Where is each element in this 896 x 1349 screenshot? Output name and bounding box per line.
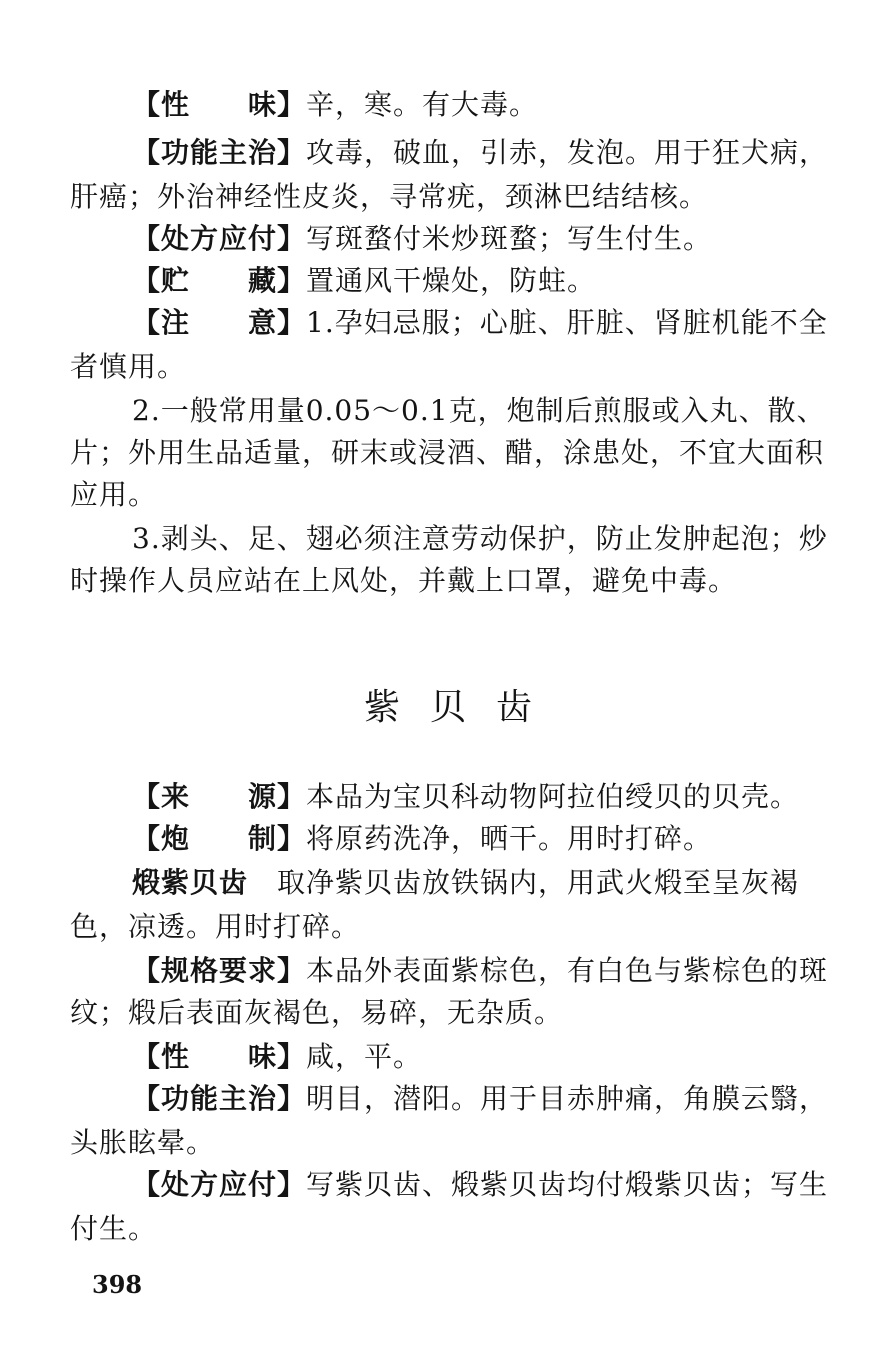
gongneng2-text-1: 明目，潜阳。用于目赤肿痛，角膜云翳， — [306, 1082, 829, 1115]
guige-text-1: 本品外表面紫棕色，有白色与紫棕色的斑 — [306, 954, 829, 987]
zhuyi-p2-line-2 — [70, 436, 824, 470]
xingwei2-heading: 【性 味】 — [132, 1040, 307, 1073]
page-number: 398 — [92, 1270, 143, 1299]
chufang-heading: 【处方应付】 — [132, 222, 307, 255]
zhucang-text: 置通风干燥处，防蛀。 — [306, 264, 597, 297]
gongneng2-text-2: 头胀眩晕。 — [70, 1126, 216, 1159]
zhuyi-p2-line-3 — [70, 478, 157, 512]
zhucang-line — [132, 264, 596, 298]
guige-line-2 — [70, 996, 563, 1030]
gongneng-text-1: 攻毒，破血，引赤，发泡。用于狂犬病， — [306, 136, 829, 169]
paozhi-text: 将原药洗净，晒干。用时打碎。 — [306, 822, 713, 855]
guige-text-2: 纹；煅后表面灰褐色，易碎，无杂质。 — [70, 996, 564, 1029]
chufang2-heading: 【处方应付】 — [132, 1168, 307, 1201]
zhuyi-p3-line-1 — [132, 522, 828, 556]
gongneng2-heading: 【功能主治】 — [132, 1082, 307, 1115]
duan-text-1: 取净紫贝齿放铁锅内，用武火煅至呈灰褐 — [248, 866, 800, 899]
section-title: 紫贝齿 — [363, 687, 562, 728]
chufang2-line-1 — [132, 1168, 828, 1202]
zhuyi-p2-text-3: 应用。 — [70, 478, 158, 511]
xingwei2-text: 咸，平。 — [306, 1040, 423, 1073]
chufang2-text-1: 写紫贝齿、煅紫贝齿均付煅紫贝齿；写生 — [306, 1168, 829, 1201]
zhuyi-line-1 — [132, 306, 828, 340]
chufang2-text-2: 付生。 — [70, 1212, 158, 1245]
zhuyi-p2-text-2: 片；外用生品适量，研末或浸酒、醋，涂患处，不宜大面积 — [70, 436, 825, 469]
laiyuan-text: 本品为宝贝科动物阿拉伯绶贝的贝壳。 — [306, 780, 800, 813]
zhucang-heading: 【贮 藏】 — [132, 264, 307, 297]
paozhi-line — [132, 822, 712, 856]
duan-line-2 — [70, 910, 360, 944]
zhuyi-p3-text-2: 时操作人员应站在上风处，并戴上口罩，避免中毒。 — [70, 564, 738, 597]
paozhi-heading: 【炮 制】 — [132, 822, 307, 855]
duan-line-1 — [132, 866, 799, 900]
zhuyi-p2-text-1: 2.一般常用量0.05～0.1克，炮制后煎服或入丸、散、 — [132, 394, 826, 427]
chufang-text: 写斑蝥付米炒斑蝥；写生付生。 — [306, 222, 713, 255]
gongneng-line-1 — [132, 136, 828, 170]
gongneng-heading: 【功能主治】 — [132, 136, 307, 169]
laiyuan-heading: 【来 源】 — [132, 780, 307, 813]
duan-heading: 煅紫贝齿 — [132, 866, 249, 899]
gongneng-line-2 — [70, 180, 708, 214]
zhuyi-text-2: 者慎用。 — [70, 350, 187, 383]
zhuyi-p2-line-1 — [132, 394, 826, 428]
xingwei2-line — [132, 1040, 422, 1074]
zhuyi-text-1: 1.孕妇忌服；心脏、肝脏、肾脏机能不全 — [306, 306, 828, 339]
xingwei-line — [132, 88, 538, 122]
duan-text-2: 色，凉透。用时打碎。 — [70, 910, 361, 943]
xingwei-text: 辛，寒。有大毒。 — [306, 88, 539, 121]
gongneng2-line-2 — [70, 1126, 215, 1160]
gongneng-text-2: 肝癌；外治神经性皮炎，寻常疣，颈淋巴结结核。 — [70, 180, 709, 213]
zhuyi-p3-line-2 — [70, 564, 737, 598]
chufang2-line-2 — [70, 1212, 157, 1246]
xingwei-heading: 【性 味】 — [132, 88, 307, 121]
guige-line-1 — [132, 954, 828, 988]
zhuyi-p3-text-1: 3.剥头、足、翅必须注意劳动保护，防止发肿起泡；炒 — [132, 522, 828, 555]
gongneng2-line-1 — [132, 1082, 828, 1116]
zhuyi-line-2 — [70, 350, 186, 384]
guige-heading: 【规格要求】 — [132, 954, 307, 987]
zhuyi-heading: 【注 意】 — [132, 306, 307, 339]
chufang-line — [132, 222, 712, 256]
laiyuan-line — [132, 780, 799, 814]
